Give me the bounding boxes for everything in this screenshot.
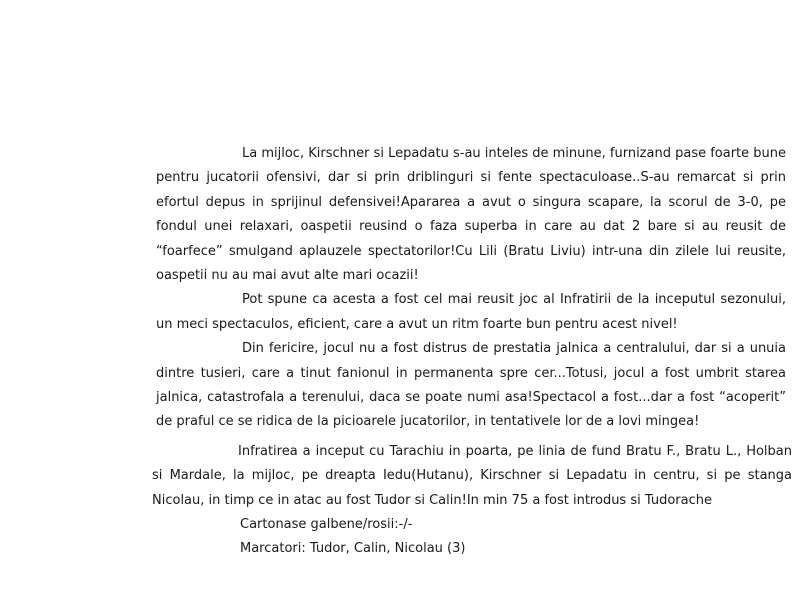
paragraph-lineup: Infratirea a inceput cu Tarachiu in poarta, pe linia de fund Bratu F., Bratu L., Holban si Mardale, la mijloc, pe dreapta Iedu(Hutanu), Kirschner si Lepadatu in centru, si pe stanga Nicolau, in timp ce in atac au fost Tudor si Calin!In min 75 a fost introdus si Tudorache bbox=[152, 444, 792, 508]
scorers-line: Marcatori: Tudor, Calin, Nicolau (3) bbox=[240, 541, 466, 557]
paragraph-midfield: La mijloc, Kirschner si Lepadatu s-au inteles de minune, furnizand pase foarte bune pentru jucatorii ofensivi, dar si prin driblinguri si fente spectaculoase..S-au remarcat si prin efortul depus in sprijinul defensivei!Apararea a avut o singura scapare, la scorul de 3-0, pe fondul unei relaxari, oaspetii reusind o faza superba in care au dat 2 bare si au reusit de “foarfece” smulgand aplauzele spectatorilor!Cu Lili (Bratu Liviu) intr-una din zilele lui reusite, oaspetii nu au mai avut alte mari ocazii! bbox=[156, 146, 787, 284]
paragraph-referee: Din fericire, jocul nu a fost distrus de prestatia jalnica a centralului, dar si a unuia dintre tusieri, care a tinut fanionul in permanenta spre cer...Totusi, jocul a fost umbrit starea jalnica, catastrofala a terenului, daca se poate numi asa!Spectacol a fost...dar a fost “acoperit” de praful ce se ridica de la picioarele jucatorilor, in tentativele lor de a lovi mingea! bbox=[156, 341, 786, 430]
article-block bbox=[156, 142, 786, 435]
paragraph-best-game: Pot spune ca acesta a fost cel mai reusit joc al Infratirii de la inceputul sezonului, un meci spectaculos, eficient, care a avut un ritm foarte bun pentru acest nivel! bbox=[156, 292, 786, 332]
cards-line: Cartonase galbene/rosii:-/- bbox=[240, 517, 413, 533]
lineup-block bbox=[152, 440, 792, 561]
